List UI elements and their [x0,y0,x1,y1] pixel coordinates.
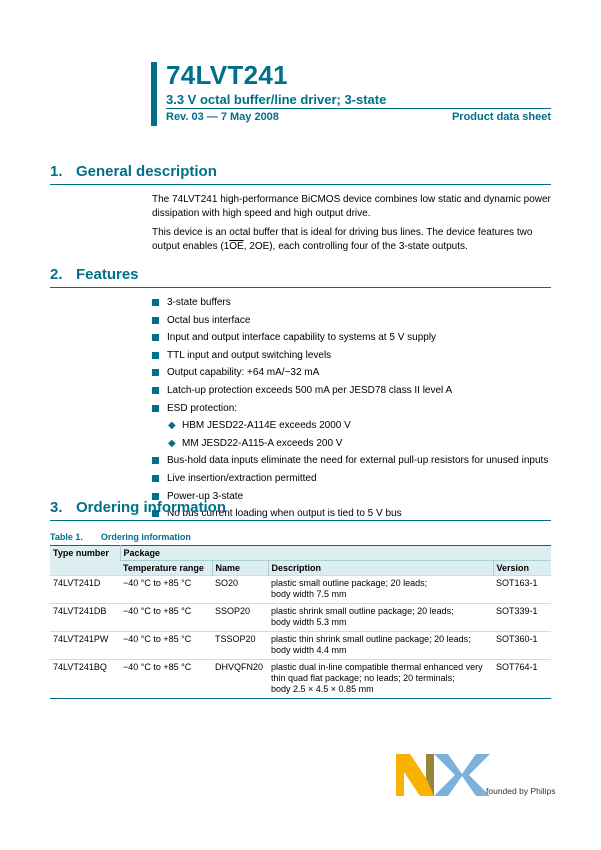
cell-desc [268,604,493,632]
cell-desc [268,576,493,604]
feature-item [152,384,548,402]
feature-text: Live insertion/extraction permitted [167,472,317,484]
diamond-bullet-icon: ◆ [168,420,176,432]
square-bullet-icon [152,475,159,482]
doc-title: 74LVT241 [166,60,288,90]
feature-text: Input and output interface capability to systems at 5 V supply [167,332,437,344]
feature-text: MM JESD22-A115-A exceeds 200 V [182,437,343,449]
desc-line: plastic dual in-line compatible thermal enhanced very [271,662,483,672]
desc-line: body width 7.5 mm [271,589,347,599]
feature-item [152,296,548,314]
section-heading-general [50,161,551,185]
features-list [152,296,548,525]
diamond-bullet-icon: ◆ [168,437,176,449]
cell-version: SOT339-1 [493,604,551,632]
section-title: Features [76,266,139,283]
title-bar-accent [151,62,157,126]
ordering-table [50,545,551,699]
table-row [50,576,551,604]
feature-item [152,349,548,367]
square-bullet-icon [152,317,159,324]
feature-text: Output capability: +64 mA/−32 mA [167,367,320,379]
general-para-1: The 74LVT241 high-performance BiCMOS device combines low static and dynamic power dissipation with high speed and high output drive. [152,194,551,219]
col-package: Package [120,546,551,561]
cell-temp: −40 °C to +85 °C [120,604,212,632]
desc-line: body 2.5 × 4.5 × 0.85 mm [271,684,374,694]
cell-version: SOT360-1 [493,632,551,660]
header-divider [166,108,551,109]
feature-text: Latch-up protection exceeds 500 mA per JESD78 class II level A [167,384,453,396]
cell-type: 74LVT241D [50,576,120,604]
square-bullet-icon [152,369,159,376]
cell-version: SOT764-1 [493,660,551,699]
doc-subtitle: 3.3 V octal buffer/line driver; 3-state [166,92,387,107]
section-title: General description [76,163,217,180]
general-para-2 [152,226,552,254]
table-title: Ordering information [100,532,191,542]
square-bullet-icon [152,405,159,412]
feature-item [152,366,548,384]
square-bullet-icon [152,352,159,359]
feature-item [152,331,548,349]
text: This device is an octal buffer that is ideal for driving bus lines. The device features two output enables (1 [152,227,533,252]
square-bullet-icon [152,299,159,306]
feature-text: No bus current loading when output is tied to 5 V bus [167,508,402,520]
table-row [50,604,551,632]
desc-line: plastic small outline package; 20 leads; [271,578,428,588]
feature-text: Power-up 3-state [167,490,244,502]
section-heading-features [50,264,551,288]
square-bullet-icon [152,334,159,341]
desc-line: plastic thin shrink small outline package; 20 leads; [271,634,471,644]
feature-text: Bus-hold data inputs eliminate the need for external pull-up resistors for unused inputs [167,455,549,467]
feature-text: TTL input and output switching levels [167,349,332,361]
feature-item [152,402,548,420]
square-bullet-icon [152,457,159,464]
section-number: 2. [50,266,63,283]
cell-name: TSSOP20 [212,632,268,660]
cell-temp: −40 °C to +85 °C [120,576,212,604]
table-label: Table 1. [50,532,83,542]
desc-line: body width 4.4 mm [271,645,347,655]
cell-type: 74LVT241DB [50,604,120,632]
feature-text: HBM JESD22-A114E exceeds 2000 V [182,420,351,432]
table-caption [50,532,191,542]
feature-text: Octal bus interface [167,314,251,326]
col-temperature: Temperature range [120,561,212,576]
cell-type: 74LVT241PW [50,632,120,660]
cell-version: SOT163-1 [493,576,551,604]
cell-name: SSOP20 [212,604,268,632]
cell-type: 74LVT241BQ [50,660,120,699]
section-heading-ordering [50,497,551,521]
desc-line: plastic shrink small outline package; 20 leads; [271,606,454,616]
feature-item [152,437,548,455]
text: , 2OE), each controlling four of the 3-state outputs. [243,241,468,252]
logo-tagline: founded by Philips [486,786,556,796]
revision: Rev. 03 — 7 May 2008 [166,111,279,123]
feature-text: ESD protection: [167,402,238,414]
table-row [50,632,551,660]
section-number: 3. [50,499,63,516]
col-description: Description [268,561,493,576]
feature-item [152,419,548,437]
section-number: 1. [50,163,63,180]
feature-item [152,314,548,332]
doc-type: Product data sheet [451,111,551,123]
text-overline: $\overline{OE}$ [229,241,244,252]
col-type-number: Type number [50,546,120,576]
square-bullet-icon [152,387,159,394]
col-version: Version [493,561,551,576]
cell-desc [268,660,493,699]
feature-text: 3-state buffers [167,297,231,308]
cell-name: SO20 [212,576,268,604]
desc-line: body width 5.3 mm [271,617,347,627]
desc-line: thin quad flat package; no leads; 20 terminals; [271,673,455,683]
table-row [50,660,551,699]
cell-temp: −40 °C to +85 °C [120,632,212,660]
cell-temp: −40 °C to +85 °C [120,660,212,699]
feature-item [152,472,548,490]
cell-desc [268,632,493,660]
feature-item [152,454,548,472]
col-name: Name [212,561,268,576]
cell-name: DHVQFN20 [212,660,268,699]
section-title: Ordering information [76,499,226,516]
